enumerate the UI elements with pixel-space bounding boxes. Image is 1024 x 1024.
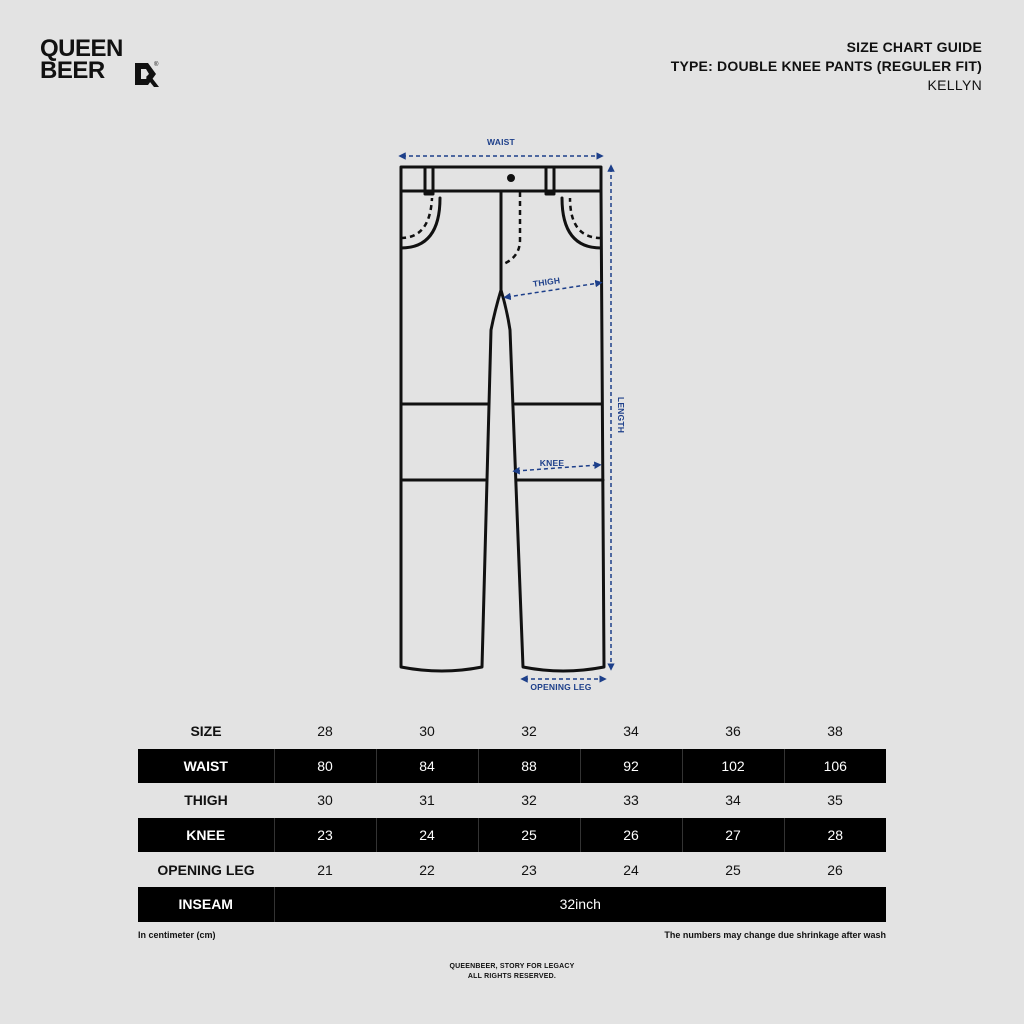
- pocket-stitch-right: [570, 198, 601, 238]
- size-cell: 34: [623, 723, 639, 740]
- opening-leg-cell: 26: [827, 861, 843, 878]
- thigh-label: THIGH: [532, 275, 561, 289]
- length-label: LENGTH: [616, 396, 626, 434]
- thigh-cell: 32: [521, 792, 537, 809]
- row-label-waist: WAIST: [138, 749, 274, 784]
- knee-cell: 27: [682, 818, 784, 853]
- inseam-value: 32inch: [274, 887, 886, 922]
- opening-leg-cell: 24: [623, 861, 639, 878]
- page-title: SIZE CHART GUIDE: [846, 39, 982, 55]
- opening-leg-cell: 21: [317, 861, 333, 878]
- thigh-cell: 34: [725, 792, 741, 809]
- logo-text-line-2: BEER: [40, 57, 105, 84]
- pocket-left: [401, 198, 440, 248]
- size-cell: 36: [725, 723, 741, 740]
- pocket-right: [562, 198, 601, 248]
- brand-logo: [40, 35, 159, 90]
- thigh-cell: 35: [827, 792, 843, 809]
- table-row-knee: [138, 818, 886, 853]
- opening-leg-cell: 25: [725, 861, 741, 878]
- opening-leg-cell: 22: [419, 861, 435, 878]
- logo-emblem-icon: [132, 60, 160, 88]
- waist-cell: 80: [274, 749, 376, 784]
- header: [671, 38, 982, 95]
- size-cell: 32: [521, 723, 537, 740]
- row-label-size: SIZE: [190, 723, 222, 740]
- thigh-cell: 31: [419, 792, 435, 809]
- size-cell: 38: [827, 723, 843, 740]
- waist-cell: 92: [580, 749, 682, 784]
- unit-note: In centimeter (cm): [138, 930, 216, 940]
- table-row-waist: [138, 749, 886, 784]
- knee-label: KNEE: [539, 458, 565, 468]
- knee-cell: 26: [580, 818, 682, 853]
- pants-diagram: [380, 130, 660, 700]
- footer: [0, 962, 1024, 982]
- row-label-inseam: INSEAM: [138, 887, 274, 922]
- product-name: KELLYN: [927, 77, 982, 93]
- thigh-cell: 30: [317, 792, 333, 809]
- opening-leg-label: OPENING LEG: [530, 682, 592, 692]
- row-label-opening-leg: OPENING LEG: [157, 861, 255, 878]
- table-row-inseam: [138, 887, 886, 922]
- size-chart-table: [138, 714, 886, 922]
- waist-cell: 88: [478, 749, 580, 784]
- waist-cell: 84: [376, 749, 478, 784]
- waist-cell: 102: [682, 749, 784, 784]
- pocket-stitch-left: [401, 198, 432, 238]
- footer-rights: ALL RIGHTS RESERVED.: [467, 973, 557, 980]
- knee-cell: 24: [376, 818, 478, 853]
- row-label-thigh: THIGH: [184, 792, 228, 809]
- waist-label: WAIST: [487, 137, 515, 147]
- logo-text-line-1: QUEEN: [40, 35, 123, 62]
- size-cell: 28: [317, 723, 333, 740]
- knee-cell: 28: [784, 818, 886, 853]
- knee-cell: 25: [478, 818, 580, 853]
- waist-cell: 106: [784, 749, 886, 784]
- knee-cell: 23: [274, 818, 376, 853]
- product-type: TYPE: DOUBLE KNEE PANTS (REGULER FIT): [670, 58, 982, 74]
- waist-button: [507, 174, 515, 182]
- footer-tagline: QUEENBEER, STORY FOR LEGACY: [449, 963, 575, 970]
- row-label-knee: KNEE: [138, 818, 274, 853]
- table-row-opening-leg: [138, 852, 886, 887]
- table-row-thigh: [138, 783, 886, 818]
- thigh-cell: 33: [623, 792, 639, 809]
- table-row-size: [138, 714, 886, 749]
- registered-mark: ®: [154, 62, 159, 68]
- size-cell: 30: [419, 723, 435, 740]
- opening-leg-cell: 23: [521, 861, 537, 878]
- fly-stitch-curve: [501, 192, 520, 265]
- shrinkage-note: The numbers may change due shrinkage after wash: [664, 930, 886, 940]
